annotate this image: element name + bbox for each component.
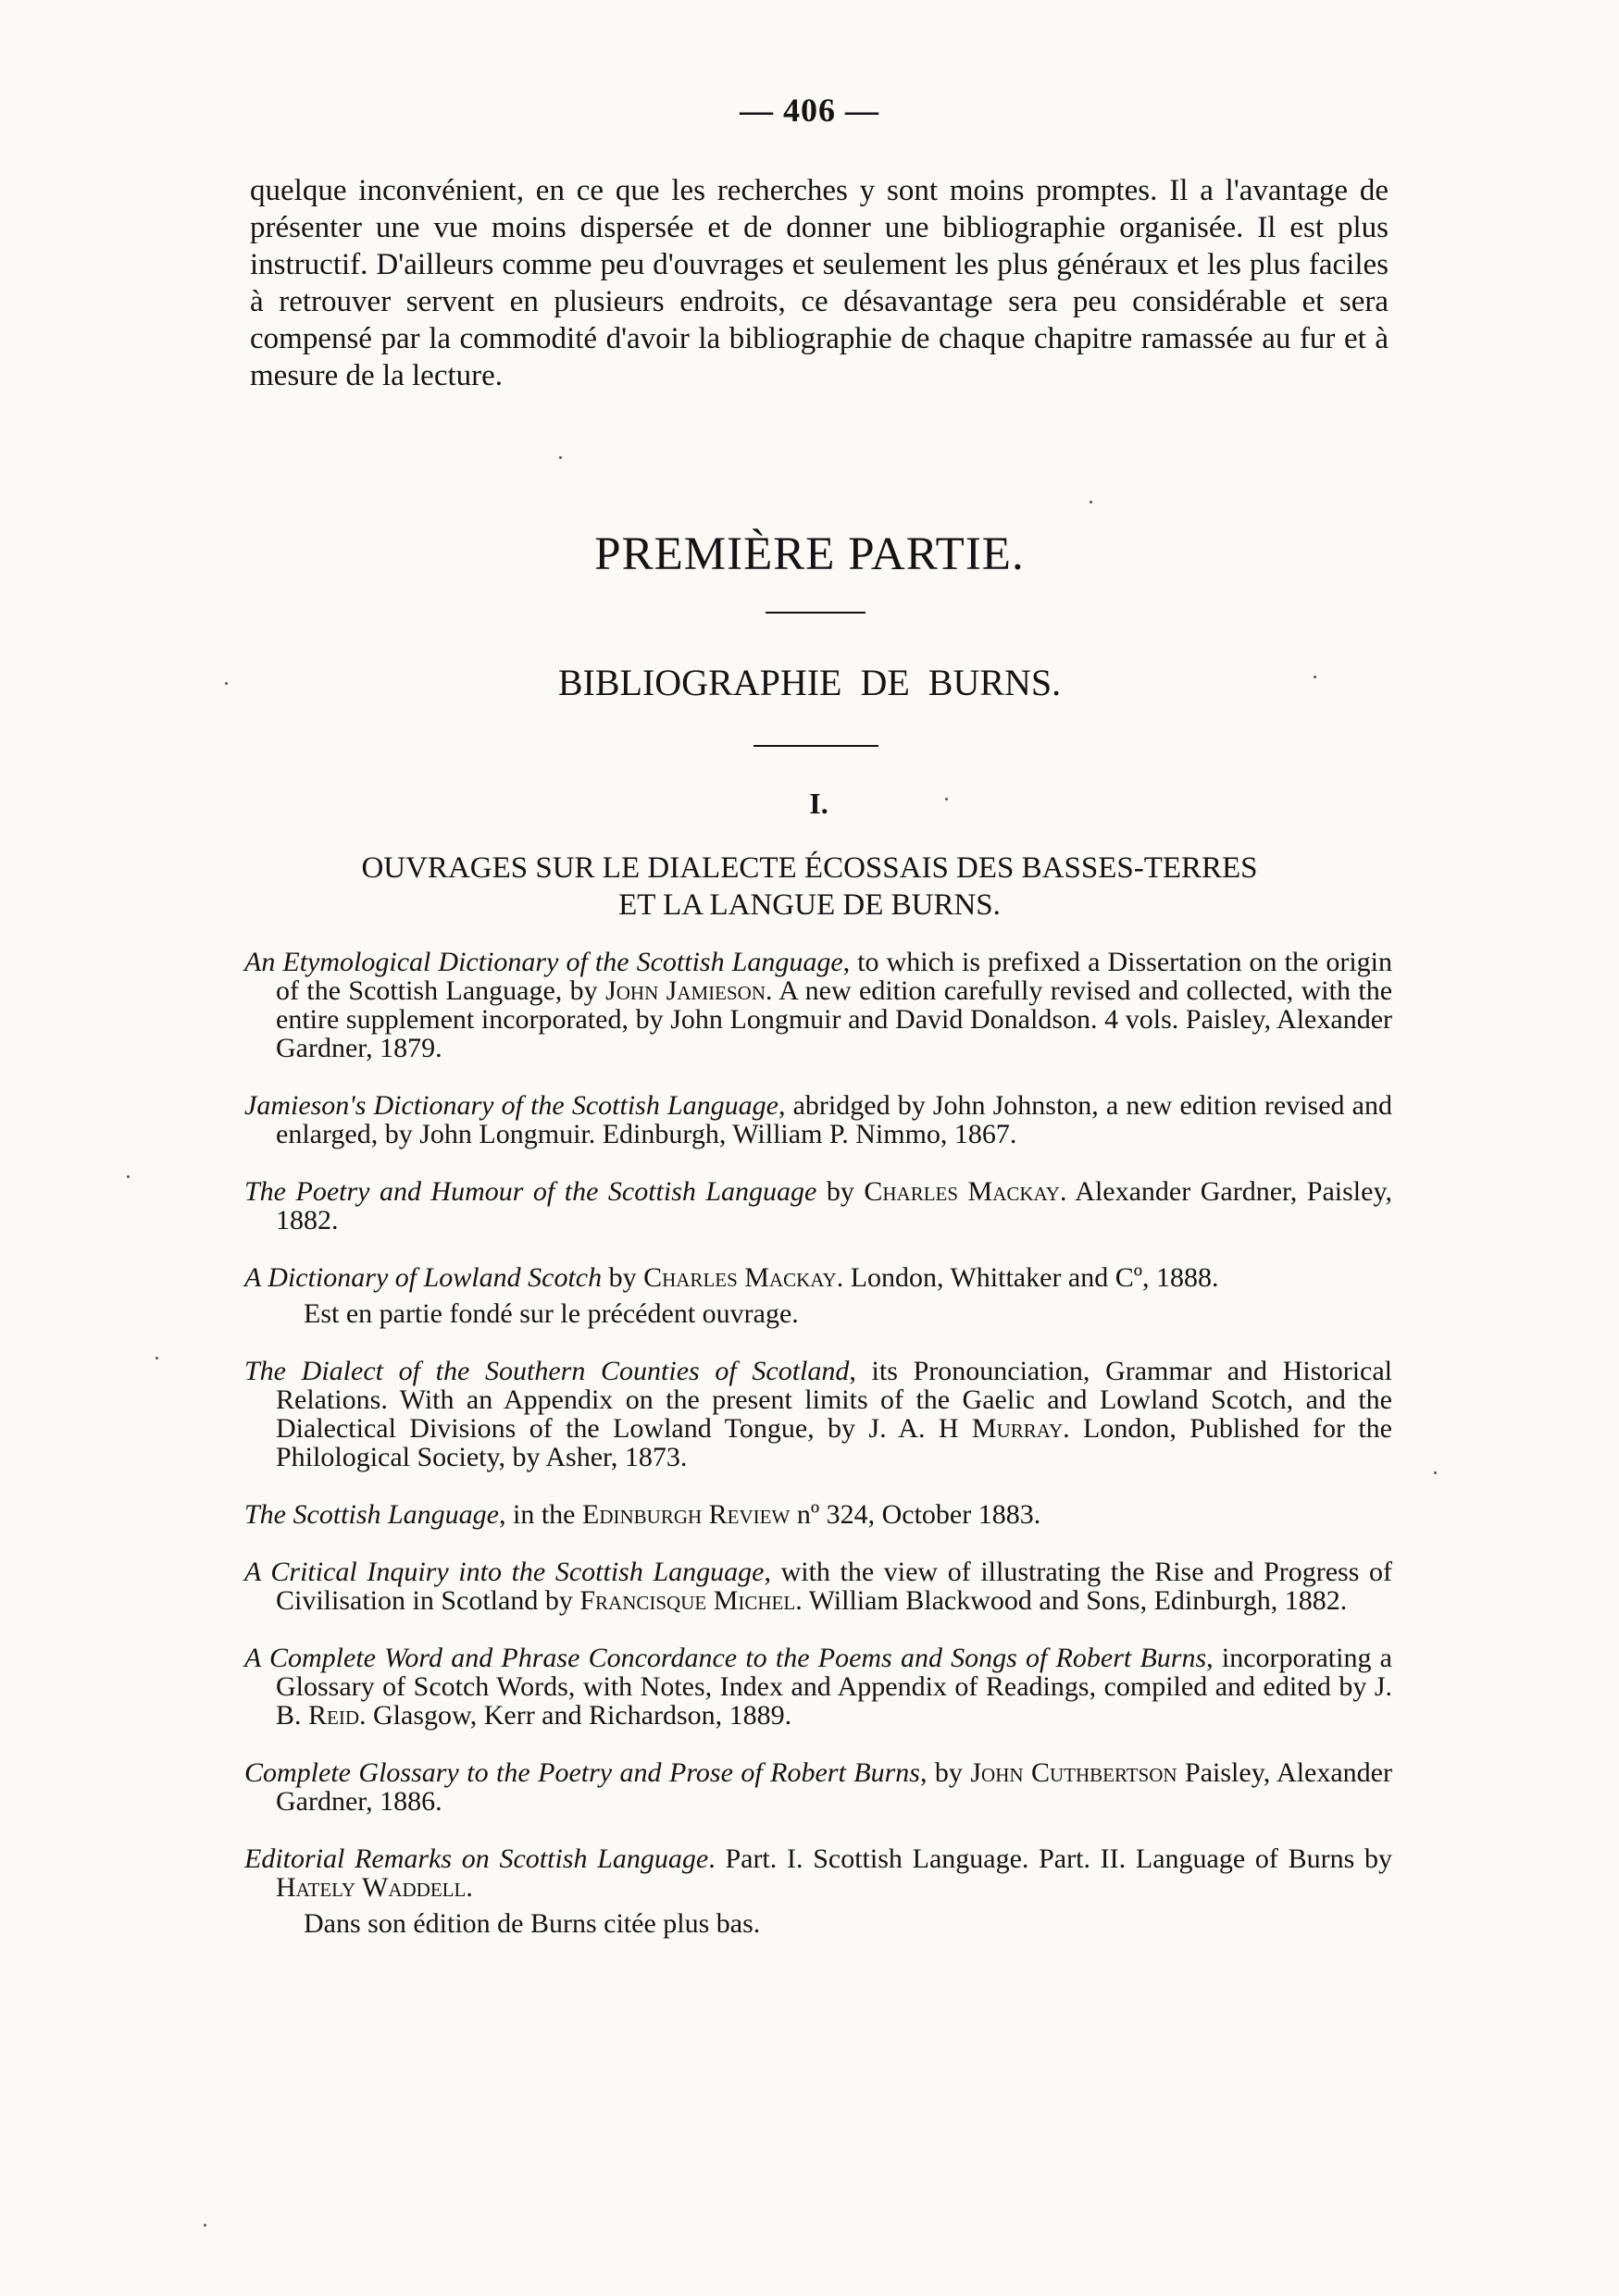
section-number: I. [809,787,828,820]
author-name: Charles Mackay [864,1176,1060,1207]
entry-text: , by [919,1757,971,1788]
bibliography-entry [244,1558,1392,1615]
author-name: Charles Mackay [643,1262,837,1293]
divider-rule [766,612,866,614]
bibliography-entry [244,1500,1392,1529]
entry-text: , in the [499,1499,582,1530]
work-title: Jamieson's Dictionary of the Scottish Language [244,1090,778,1121]
work-title: A Dictionary of Lowland Scotch [244,1262,603,1293]
work-title: A Critical Inquiry into the Scottish Language [244,1557,765,1587]
entry-text: , abridged by John Johnston, a new edition revised and enlarged, by John Longmuir. Edinburgh, William P. Nimmo, 1867. [276,1090,1392,1149]
author-name: Francisque Michel [579,1585,796,1616]
scan-speck [225,682,228,685]
entry-text: by [816,1176,865,1207]
entry-text: . London, Whittaker and Cº, 1888. [836,1262,1219,1293]
work-title: Complete Glossary to the Poetry and Prose of Robert Burns [244,1757,920,1788]
entry-text: . Alexander Gardner, Paisley, 1882. [276,1176,1393,1235]
section-heading-line: ET LA LANGUE DE BURNS. [618,888,1001,922]
scan-speck [1090,501,1092,503]
entry-text: by [602,1262,644,1293]
scan-speck [1434,1471,1437,1474]
bibliography-entry [244,1357,1392,1471]
entry-text: , its Pronounciation, Grammar and Historical Relations. With an Appendix on the present limits of the Gaelic and Lowland Scotch, and the Dialectical Divisions of the Lowland Tongue, by J. A. H [276,1356,1392,1444]
work-title: The Dialect of the Southern Counties of Scotland [244,1356,850,1386]
entry-text: Paisley, Alexander Gardner, 1886. [276,1757,1392,1817]
part-title: PREMIÈRE PARTIE. [594,528,1025,580]
entry-note: Est en partie fondé sur le précédent ouvrage. [304,1298,799,1329]
bibliography-entry [244,1758,1392,1816]
entry-text: , incorporating a Glossary of Scotch Words, with Notes, Index and Appendix of Readings, compiled and edited by J. B. [276,1643,1392,1731]
work-title: Editorial Remarks on Scottish Language [244,1843,709,1874]
author-name: John Jamieson [605,975,766,1006]
entry-text: . [466,1872,473,1903]
work-title: The Scottish Language [244,1499,499,1530]
bibliography-entry [244,948,1392,1062]
scan-speck [127,1175,130,1178]
section-heading-line: OUVRAGES SUR LE DIALECTE ÉCOSSAIS DES BASSES-TERRES [361,851,1258,885]
entry-text: nº 324, October 1883. [790,1499,1041,1530]
entry-text: . William Blackwood and Sons, Edinburgh, 1882. [795,1585,1348,1616]
scan-speck [204,2224,206,2227]
author-name: Reid [308,1700,360,1731]
entry-text: , with the view of illustrating the Rise and Progress of Civilisation in Scotland by [276,1557,1392,1616]
scan-speck [156,1357,158,1359]
bibliography-entry [244,1091,1392,1148]
entry-text: . A new edition carefully revised and collected, with the entire supplement incorporated, by John Longmuir and David Donaldson. 4 vols. Paisley, Alexander Gardner, 1879. [276,975,1393,1063]
bibliography-entry [244,1177,1392,1235]
divider-rule [753,745,878,747]
intro-paragraph: quelque inconvénient, en ce que les recherches y sont moins promptes. Il a l'avantage de présenter une vue moins dispersée et de donner une bibliographie organisée. Il est plus instructif. D'ailleurs comme peu d'ouvrages et seulement les plus généraux et les plus faciles à retrouver servent en plusieurs endroits, ce désavantage sera peu considérable et sera compensé par la commodité d'avoir la bibliographie de chaque chapitre ramassée au fur et à mesure de la lecture. [250,174,1389,392]
entry-note: Dans son édition de Burns citée plus bas. [304,1908,761,1939]
scan-speck [1314,676,1316,678]
page-number: — 406 — [740,92,879,129]
entry-text: . Glasgow, Kerr and Richardson, 1889. [359,1700,792,1731]
author-name: Hately Waddell [276,1872,467,1903]
work-title: An Etymological Dictionary of the Scottish Language [244,947,843,977]
bibliography-entry [244,1844,1392,1902]
section-heading [0,850,1619,924]
periodical-name: Edinburgh Review [582,1499,791,1530]
bibliography-title: BIBLIOGRAPHIE DE BURNS. [557,662,1062,703]
author-name: John Cuthbertson [970,1757,1177,1788]
entry-text: . Part. I. Scottish Language. Part. II. Language of Burns by [708,1843,1392,1874]
bibliography-entry [244,1644,1392,1730]
work-title: The Poetry and Humour of the Scottish Language [244,1176,817,1207]
scan-speck [559,456,562,459]
entry-text: , to which is prefixed a Dissertation on the origin of the Scottish Language, by [276,947,1392,1006]
bibliography-list [244,948,1392,1967]
work-title: A Complete Word and Phrase Concordance to the Poems and Songs of Robert Burns [244,1643,1207,1673]
bibliography-entry [244,1263,1392,1292]
entry-text: . London, Published for the Philological Society, by Asher, 1873. [276,1413,1392,1472]
scan-speck [945,798,948,800]
author-name: Murray [971,1413,1064,1444]
